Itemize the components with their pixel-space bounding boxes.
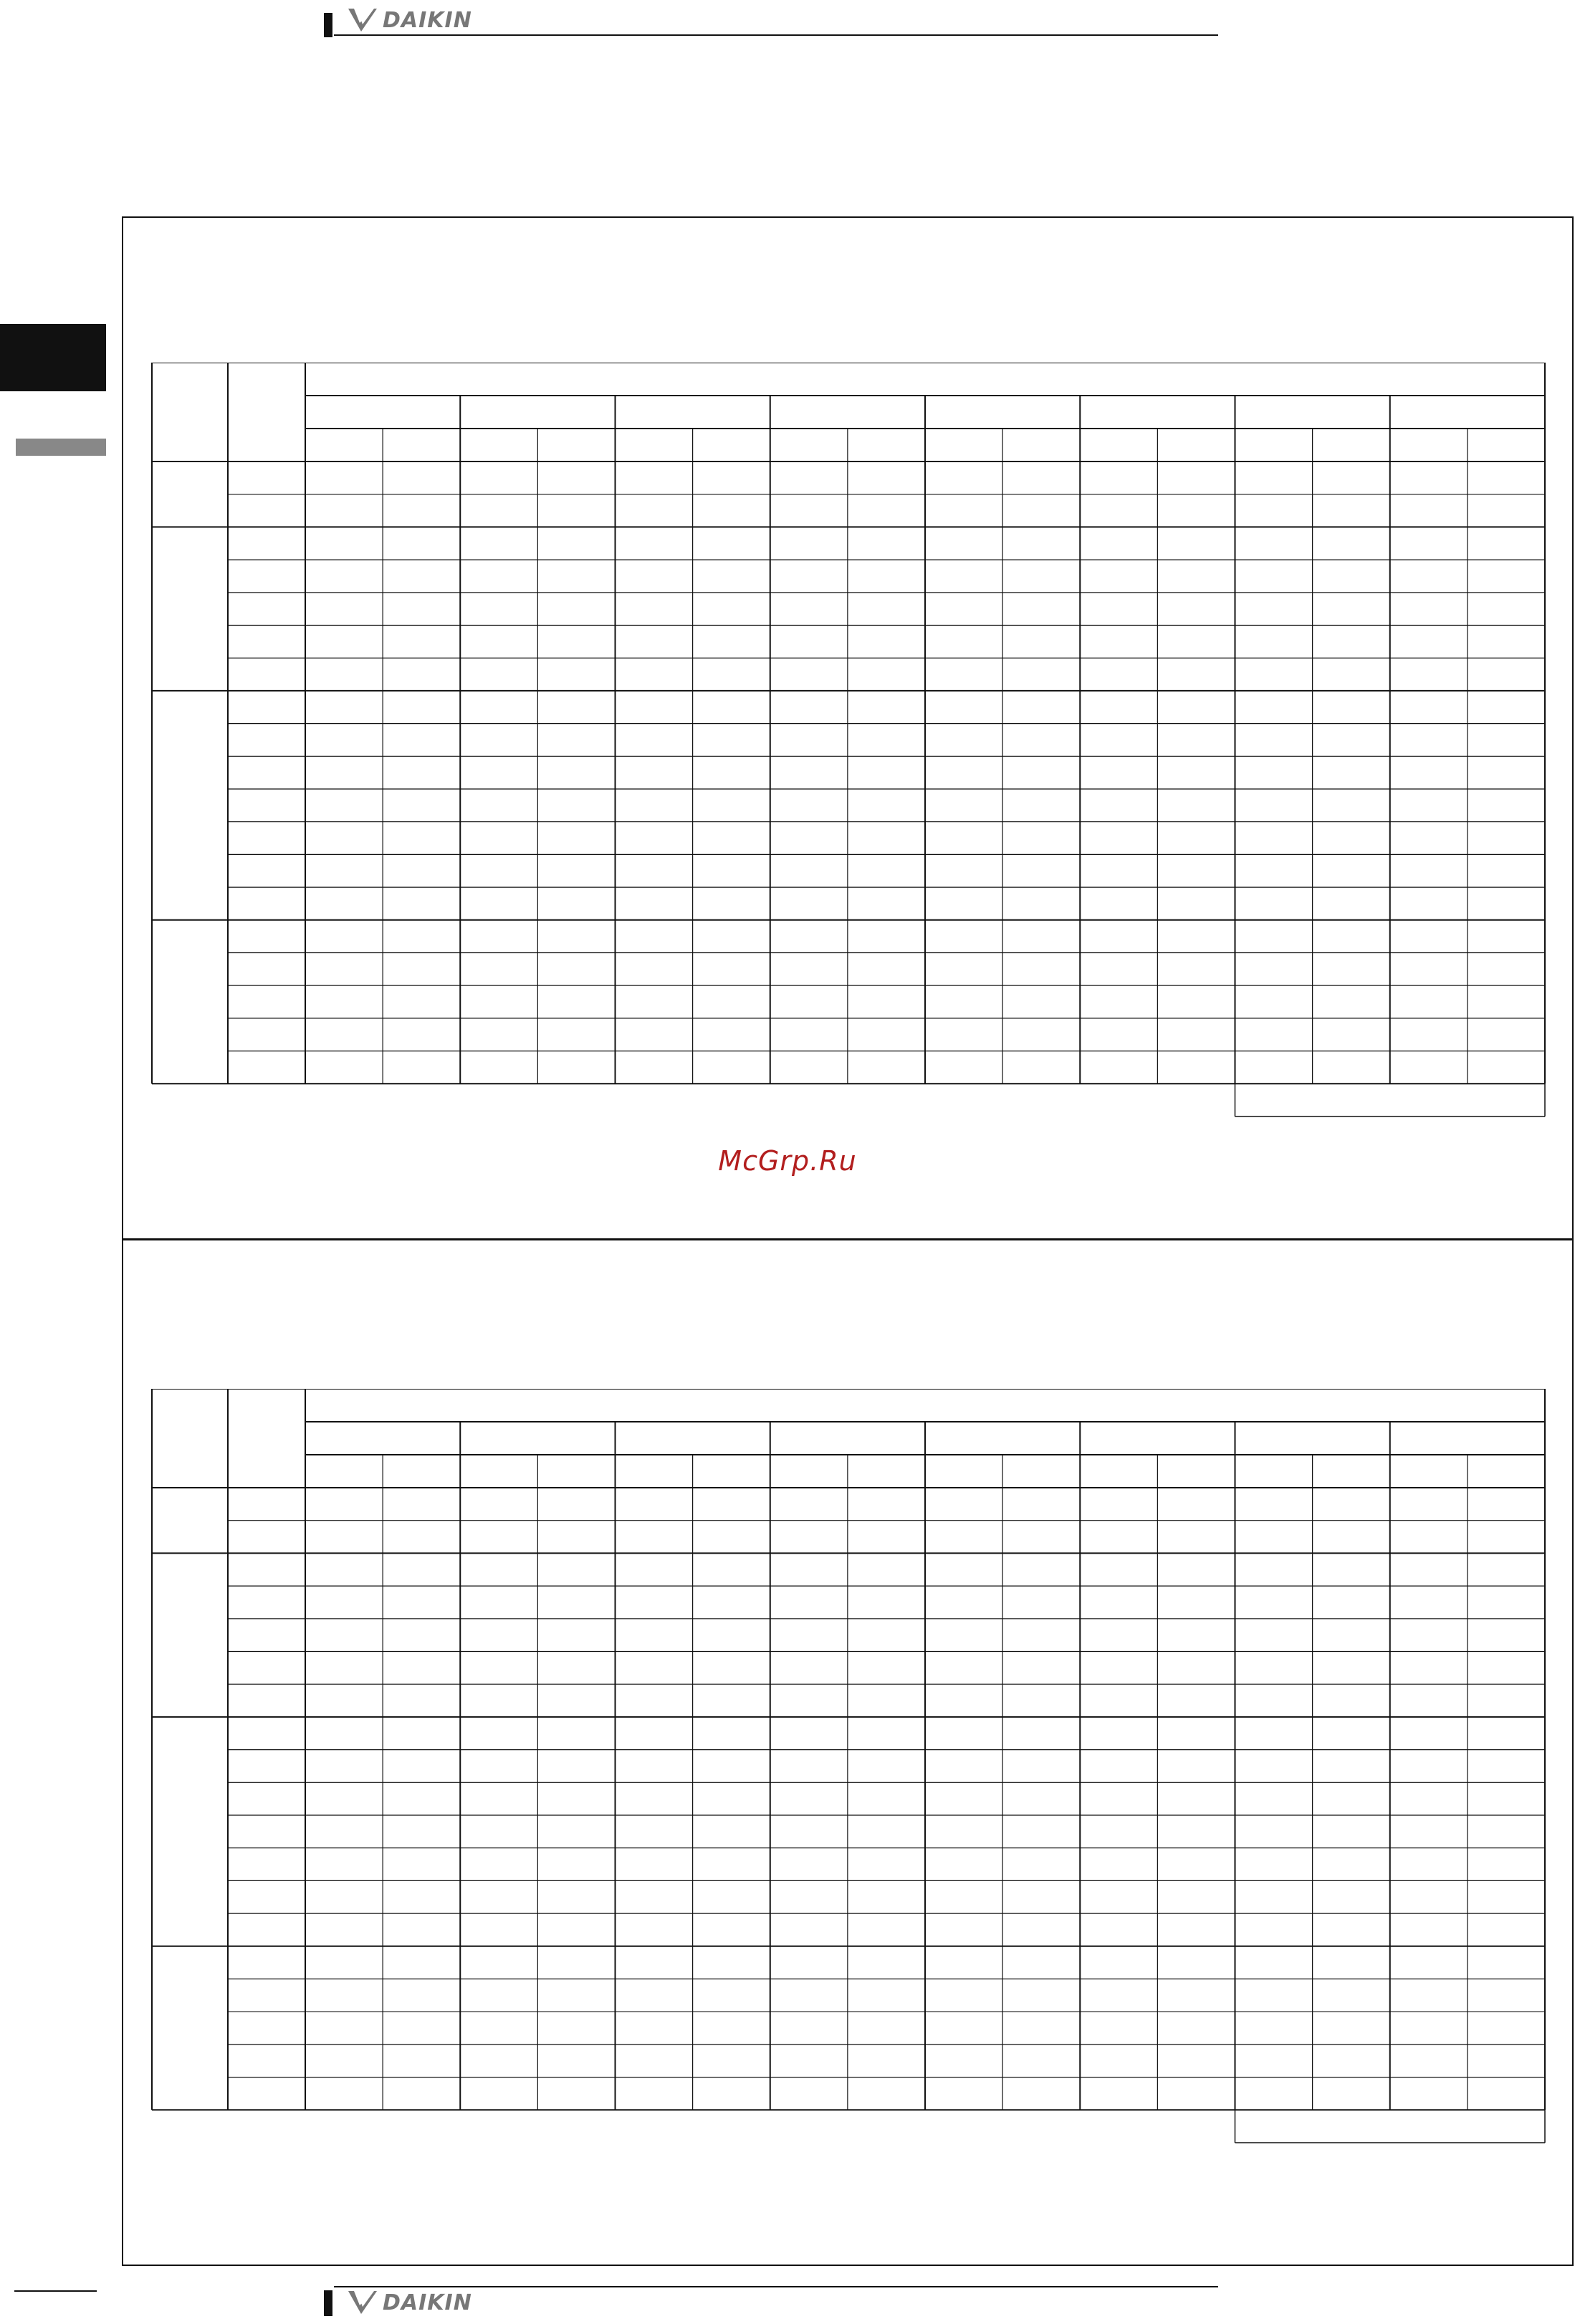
daikin-logo-icon <box>347 6 378 34</box>
section-strip <box>16 439 106 456</box>
header-logo <box>347 6 472 34</box>
header-rule <box>334 34 1218 36</box>
table-2-grid <box>150 1389 1548 2146</box>
table-1-grid <box>150 363 1548 1119</box>
chapter-tab <box>0 324 106 391</box>
footer-brand: DAIKIN <box>383 2290 472 2315</box>
header-brand: DAIKIN <box>383 7 472 33</box>
watermark: McGrp.Ru <box>718 1145 857 1177</box>
frame-divider <box>122 1238 1574 1240</box>
table-2 <box>150 1389 1546 2146</box>
table-1 <box>150 363 1546 1119</box>
daikin-logo-icon <box>347 2288 378 2317</box>
footer-rule <box>334 2286 1218 2287</box>
footer-left-rule <box>14 2290 97 2292</box>
footer-bar <box>324 2290 332 2316</box>
header-bar <box>324 13 332 37</box>
footer-logo <box>347 2288 472 2317</box>
